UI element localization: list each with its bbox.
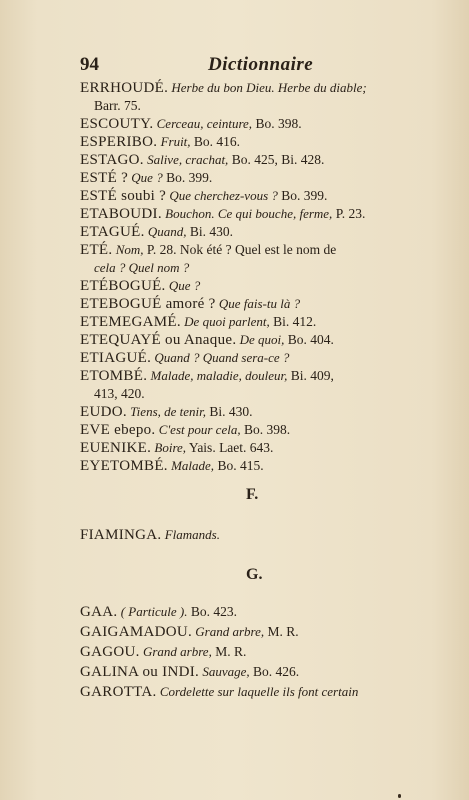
entry-translation: Malade, maladie, douleur,: [147, 368, 288, 383]
entry-source: Bo. 404.: [284, 332, 334, 347]
entry-headword: ETEMEGAMÉ.: [80, 314, 181, 330]
entry-source: Bo. 398.: [240, 422, 291, 437]
entry-translation: Tiens, de tenir,: [126, 404, 207, 419]
dictionary-entry: [80, 187, 440, 205]
entry-translation: Cordelette sur laquelle ils font certain: [156, 684, 359, 699]
entry-translation: Sauvage,: [199, 664, 250, 679]
entry-source: P. 28. Nok été ? Quel est le nom de: [143, 242, 337, 257]
dictionary-entry: [80, 602, 440, 622]
dictionary-entry: [80, 421, 440, 439]
entry-headword: GAIGAMADOU.: [80, 624, 193, 640]
entry-source: Bo. 398.: [252, 116, 302, 131]
entry-headword: ETOMBÉ.: [80, 368, 148, 384]
entry-translation: De quoi parlent,: [180, 314, 270, 329]
entry-translation: Que cherchez-vous ?: [166, 188, 278, 203]
entry-headword: ERRHOUDÉ.: [80, 80, 169, 96]
entry-translation: Boire,: [151, 440, 187, 455]
dictionary-entry: [80, 241, 440, 259]
entry-source: P. 23.: [332, 206, 366, 221]
entry-headword: FIAMINGA.: [80, 527, 162, 543]
entry-translation: Grand arbre,: [192, 624, 265, 639]
section-letter-f: F.: [246, 486, 259, 503]
entry-headword: ETIAGUÉ.: [80, 350, 152, 366]
dictionary-entry: [80, 682, 440, 702]
page-header: [80, 54, 440, 76]
entry-headword: ETÉBOGUÉ.: [80, 278, 166, 294]
ink-speck: [398, 794, 401, 798]
entry-translation: Quand,: [144, 224, 187, 239]
entry-headword: EUENIKE.: [80, 440, 152, 456]
entry-headword: ESCOUTY.: [80, 116, 154, 132]
dictionary-entry: [80, 115, 440, 133]
entry-headword: GAROTTA.: [80, 684, 157, 700]
entry-translation: Que fais-tu là ?: [215, 296, 301, 311]
dictionary-entry: [80, 525, 440, 545]
entry-translation: ( Particule ).: [117, 604, 188, 619]
entry-source: Bo. 423.: [187, 604, 238, 619]
entry-headword: ETAGUÉ.: [80, 224, 145, 240]
dictionary-entry: [80, 457, 440, 475]
entry-source: M. R.: [211, 644, 247, 659]
entry-headword: ESPERIBO.: [80, 134, 158, 150]
entry-translation: C'est pour cela,: [155, 422, 241, 437]
entry-translation: Malade,: [167, 458, 215, 473]
page-number: 94: [80, 54, 99, 75]
dictionary-entry: [80, 313, 440, 331]
entry-source: Barr. 75.: [94, 98, 141, 113]
entries-section-g: [80, 602, 440, 702]
dictionary-entry: [80, 662, 440, 682]
entries-section-f: [80, 525, 440, 545]
dictionary-entry: [80, 622, 440, 642]
entry-continuation: [80, 259, 440, 277]
dictionary-entry: [80, 642, 440, 662]
dictionary-entry: [80, 169, 440, 187]
entry-translation: Salive, crachat,: [143, 152, 229, 167]
dictionary-entry: [80, 79, 440, 97]
entry-headword: ETEQUAYÉ ou Anaque.: [80, 332, 237, 348]
entry-translation: Quand ? Quand sera-ce ?: [151, 350, 290, 365]
entry-source: Bo. 416.: [190, 134, 241, 149]
entry-source: Bo. 426.: [249, 664, 300, 679]
entry-source: Bi. 412.: [269, 314, 317, 329]
entry-source: Bi. 430.: [206, 404, 253, 419]
dictionary-entry: [80, 349, 440, 367]
entry-headword: EUDO.: [80, 404, 127, 420]
entry-headword: ETABOUDI.: [80, 206, 162, 222]
entry-translation: Nom,: [112, 242, 144, 257]
dictionary-entry: [80, 403, 440, 421]
entry-headword: ETÉ.: [80, 242, 113, 258]
entry-translation: cela ? Quel nom ?: [94, 260, 190, 275]
entry-source: M. R.: [264, 624, 299, 639]
entry-source: Bo. 399.: [162, 170, 213, 185]
dictionary-entry: [80, 151, 440, 169]
entry-translation: Fruit,: [157, 134, 191, 149]
entry-source: Bo. 425, Bi. 428.: [228, 152, 325, 167]
section-letter-g: G.: [246, 566, 263, 583]
entry-source: 413, 420.: [94, 386, 145, 401]
running-title: Dictionnaire: [208, 54, 314, 75]
entry-headword: ESTÉ soubi ?: [80, 188, 167, 204]
dictionary-entry: [80, 133, 440, 151]
entry-translation: Que ?: [165, 278, 201, 293]
entry-translation: Flamands.: [161, 527, 220, 542]
entry-translation: De quoi,: [236, 332, 285, 347]
entry-source: Yais. Laet. 643.: [186, 440, 274, 455]
entry-headword: ETEBOGUÉ amoré ?: [80, 296, 216, 312]
entries-section-e: [80, 79, 440, 475]
entry-source: Bo. 399.: [277, 188, 328, 203]
dictionary-entry: [80, 223, 440, 241]
entry-translation: Herbe du bon Dieu. Herbe du diable;: [168, 80, 367, 95]
entry-headword: ESTÉ ?: [80, 170, 129, 186]
entry-source: Bi. 430.: [186, 224, 234, 239]
dictionary-entry: [80, 295, 440, 313]
entry-continuation: [80, 97, 440, 115]
entry-headword: EYETOMBÉ.: [80, 458, 168, 474]
dictionary-entry: [80, 331, 440, 349]
entry-headword: ESTAGO.: [80, 152, 144, 168]
dictionary-entry: [80, 205, 440, 223]
entry-translation: Que ?: [128, 170, 163, 185]
entry-source: Bi. 409,: [287, 368, 334, 383]
entry-source: Bo. 415.: [214, 458, 264, 473]
entry-translation: Grand arbre,: [139, 644, 212, 659]
entry-continuation: [80, 385, 440, 403]
entry-headword: EVE ebepo.: [80, 422, 156, 438]
dictionary-entry: [80, 439, 440, 457]
entry-headword: GALINA ou INDI.: [80, 664, 200, 680]
entry-headword: GAGOU.: [80, 644, 140, 660]
entry-headword: GAA.: [80, 604, 118, 620]
entry-translation: Cerceau, ceinture,: [153, 116, 253, 131]
dictionary-entry: [80, 277, 440, 295]
dictionary-entry: [80, 367, 440, 385]
entry-translation: Bouchon. Ce qui bouche, ferme,: [161, 206, 333, 221]
